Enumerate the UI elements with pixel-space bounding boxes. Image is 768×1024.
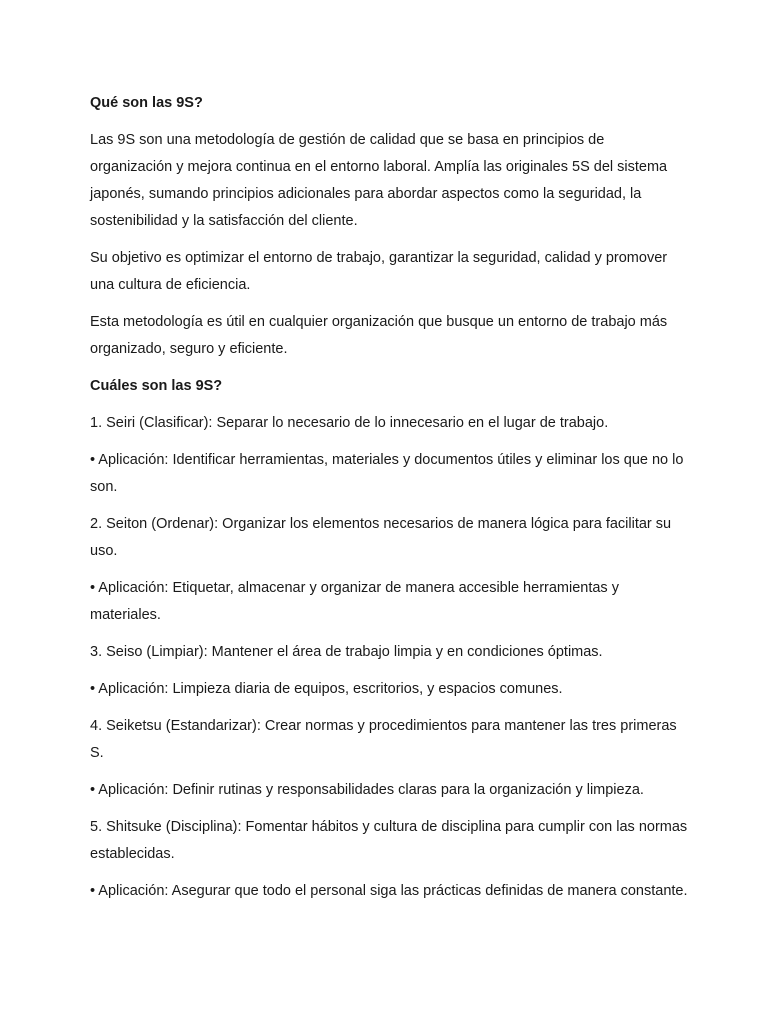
item-seiton-application: • Aplicación: Etiquetar, almacenar y organizar de manera accesible herramientas y materiales. bbox=[90, 580, 619, 623]
item-seiso-application: • Aplicación: Limpieza diaria de equipos, escritorios, y espacios comunes. bbox=[90, 681, 563, 697]
item-seiri-title: 1. Seiri (Clasificar): Separar lo necesario de lo innecesario en el lugar de trabajo. bbox=[90, 415, 609, 431]
item-seiton-title: 2. Seiton (Ordenar): Organizar los elementos necesarios de manera lógica para facilitar su uso. bbox=[90, 516, 672, 559]
section-heading-what-are-9s: Qué son las 9S? bbox=[90, 95, 203, 111]
item-seiketsu-application: • Aplicación: Definir rutinas y responsabilidades claras para la organización y limpieza. bbox=[90, 782, 644, 798]
item-seiso-title: 3. Seiso (Limpiar): Mantener el área de trabajo limpia y en condiciones óptimas. bbox=[90, 644, 603, 660]
item-seiketsu-title: 4. Seiketsu (Estandarizar): Crear normas y procedimientos para mantener las tres primeras S. bbox=[90, 718, 677, 761]
document-page bbox=[90, 90, 690, 915]
item-seiri-application: • Aplicación: Identificar herramientas, materiales y documentos útiles y eliminar los que no lo son. bbox=[90, 452, 684, 495]
intro-paragraph-1: Las 9S son una metodología de gestión de calidad que se basa en principios de organización y mejora continua en el entorno laboral. Amplía las originales 5S del sistema japonés, sumando principios adicionales para abordar aspectos como la seguridad, la sostenibilidad y la satisfacción del cliente. bbox=[90, 132, 668, 229]
intro-paragraph-3: Esta metodología es útil en cualquier organización que busque un entorno de trabajo más organizado, seguro y eficiente. bbox=[90, 314, 668, 357]
item-shitsuke-application: • Aplicación: Asegurar que todo el personal siga las prácticas definidas de manera constante. bbox=[90, 883, 688, 899]
intro-paragraph-2: Su objetivo es optimizar el entorno de trabajo, garantizar la seguridad, calidad y promover una cultura de eficiencia. bbox=[90, 250, 668, 293]
item-shitsuke-title: 5. Shitsuke (Disciplina): Fomentar hábitos y cultura de disciplina para cumplir con las normas establecidas. bbox=[90, 819, 688, 862]
section-heading-which-are-9s: Cuáles son las 9S? bbox=[90, 378, 223, 394]
